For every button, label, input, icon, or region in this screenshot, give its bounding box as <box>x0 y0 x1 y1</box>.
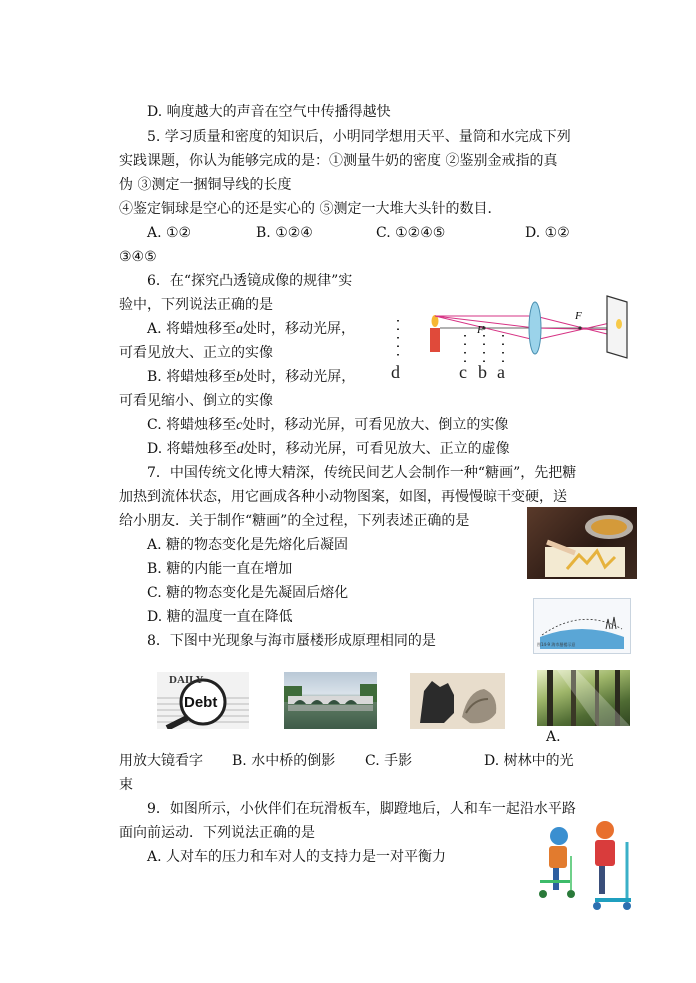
q8-stem: 8．下图中光现象与海市蜃楼形成原理相同的是 <box>147 633 436 649</box>
q8-option-b: B. 水中桥的倒影 <box>232 753 336 769</box>
scooter-kids-photo <box>535 820 645 912</box>
q5-option-b: B. ①②④ <box>256 225 313 241</box>
q7-stem-line2: 加热到流体状态，用它画成各种小动物图案，如图，再慢慢晾干变硬，送 <box>119 489 567 505</box>
q6-option-b-cont: 可看见缩小、倒立的实像 <box>119 393 273 409</box>
q8-option-d: D. 树林中的光 <box>484 753 574 769</box>
mirage-caption: 图14-9 海市蜃楼示意 <box>537 642 576 647</box>
screen-image <box>616 319 622 329</box>
magnified-word: Debt <box>184 694 218 711</box>
bridge-reflection-photo <box>284 672 377 729</box>
q6-option-a: A. 将蜡烛移至a处时，移动光屏， <box>147 321 356 337</box>
position-label-d: d <box>391 362 400 382</box>
convex-lens-diagram <box>385 290 635 385</box>
q6-stem-line1: 6．在“探究凸透镜成像的规律”实 <box>147 273 353 289</box>
mirage-diagram <box>533 598 631 654</box>
q8-option-a-label: A. <box>546 729 561 745</box>
q5-option-d: D. ①② <box>525 225 570 241</box>
q9-stem-line1: 9．如图所示，小伙伴们在玩滑板车，脚蹬地后，人和车一起沿水平路 <box>147 801 576 817</box>
hand-shadow-photo <box>410 673 505 729</box>
q7-option-c: C. 糖的物态变化是先凝固后熔化 <box>147 585 349 601</box>
q6-option-b: B. 将蜡烛移至b处时，移动光屏， <box>147 369 356 385</box>
q7-option-d: D. 糖的温度一直在降低 <box>147 609 293 625</box>
q9-stem-line2: 面向前运动．下列说法正确的是 <box>119 825 315 841</box>
q5-option-d-cont: ③④⑤ <box>119 249 157 265</box>
position-label-c: c <box>459 362 467 382</box>
q5-stem-line1: 5. 学习质量和密度的知识后，小明同学想用天平、量筒和水完成下列 <box>147 129 571 145</box>
q4-option-d: D. 响度越大的声音在空气中传播得越快 <box>147 104 391 120</box>
q7-option-a: A. 糖的物态变化是先熔化后凝固 <box>147 537 349 553</box>
focus-label-right: F <box>575 310 582 322</box>
q6-option-c: C. 将蜡烛移至c处时，移动光屏，可看见放大、倒立的实像 <box>147 417 509 433</box>
focus-label-left: F <box>477 324 484 336</box>
q8-option-d-cont: 束 <box>119 777 133 793</box>
sugar-painting-photo <box>527 507 637 579</box>
position-label-b: b <box>478 362 487 382</box>
q7-stem-line3: 给小朋友．关于制作“糖画”的全过程，下列表述正确的是 <box>119 513 470 529</box>
q8-option-a: 用放大镜看字 <box>119 753 203 769</box>
q8-option-c: C. 手影 <box>365 753 413 769</box>
q6-stem-line2: 验中，下列说法正确的是 <box>119 297 273 313</box>
convex-lens <box>529 302 541 354</box>
q5-stem-line4: ④鉴定铜球是空心的还是实心的 ⑤测定一大堆大头针的数目． <box>119 201 502 217</box>
q5-stem-line3: 伪 ③测定一捆铜导线的长度 <box>119 177 292 193</box>
q7-option-b: B. 糖的内能一直在增加 <box>147 561 293 577</box>
q9-option-a: A. 人对车的压力和车对人的支持力是一对平衡力 <box>147 849 447 865</box>
position-label-a: a <box>497 362 505 382</box>
magnifier-newspaper-photo <box>157 672 249 729</box>
newspaper-masthead: DAILY <box>169 674 204 686</box>
q5-option-c: C. ①②④⑤ <box>376 225 446 241</box>
candle-body <box>430 328 440 352</box>
q6-option-a-cont: 可看见放大、正立的实像 <box>119 345 273 361</box>
q5-stem-line2: 实践课题，你认为能够完成的是：①测量牛奶的密度 ②鉴别金戒指的真 <box>119 153 558 169</box>
q6-option-d: D. 将蜡烛移至d处时，移动光屏，可看见放大、正立的虚像 <box>147 441 510 457</box>
forest-light-photo <box>537 670 630 726</box>
q5-option-a: A. ①② <box>147 225 192 241</box>
q7-stem-line1: 7．中国传统文化博大精深，传统民间艺人会制作一种“糖画”，先把糖 <box>147 465 577 481</box>
